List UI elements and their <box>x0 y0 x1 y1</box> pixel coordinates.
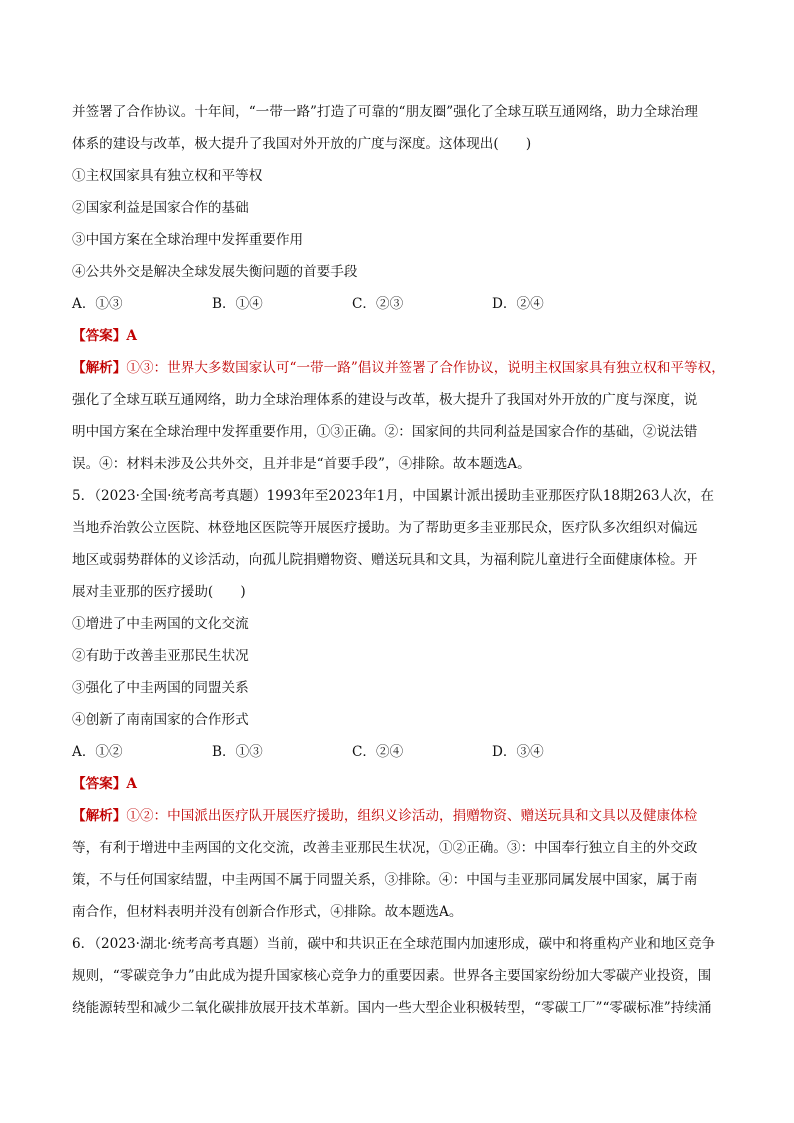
q5-answer <box>72 768 726 800</box>
q5-stem-line: 当地乔治敦公立医院、林登地区医院等开展医疗援助。为了帮助更多圭亚那民众，医疗队多次组织对偏远 <box>72 520 698 536</box>
q5-option-b: B．①③ <box>212 744 263 760</box>
q4-stem-line: 并签署了合作协议。十年间，“一带一路”打造了可靠的“朋友圈”强化了全球互联互通网络，助力全球治理 <box>72 104 698 120</box>
document-page <box>72 96 726 1024</box>
q6-stem-line: 6．（2023·湖北·统考高考真题）当前，碳中和共识正在全球范围内加速形成，碳中和将重构产业和地区竞争 <box>72 936 716 952</box>
q5-options <box>72 736 726 768</box>
answer-label: 【答案】 <box>72 776 127 792</box>
q6-stem-line: 规则，“零碳竞争力”由此成为提升国家核心竞争力的重要因素。世界各主要国家纷纷加大零碳产业投资，围 <box>72 968 712 984</box>
question-6 <box>72 928 726 1024</box>
analysis-line: 南合作，但材料表明并没有创新合作形式，④排除。故本题选A。 <box>72 904 463 920</box>
q5-stem-line: 地区或弱势群体的义诊活动，向孤儿院捐赠物资、赠送玩具和文具，为福利院儿童进行全面健康体检。开 <box>72 552 698 568</box>
q5-option-d: D．③④ <box>492 744 544 760</box>
question-4 <box>72 96 726 480</box>
q4-item: ②国家利益是国家合作的基础 <box>72 200 249 216</box>
q4-stem-line: 体系的建设与改革，极大提升了我国对外开放的广度与深度。这体现出( ) <box>72 136 532 152</box>
q4-item: ①主权国家具有独立权和平等权 <box>72 168 263 184</box>
q4-item: ③中国方案在全球治理中发挥重要作用 <box>72 232 304 248</box>
q4-option-c: C．②③ <box>352 296 404 312</box>
analysis-label: 【解析】 <box>72 360 127 376</box>
question-5 <box>72 480 726 928</box>
q4-answer <box>72 320 726 352</box>
analysis-line: 强化了全球互联互通网络，助力全球治理体系的建设与改革，极大提升了我国对外开放的广度与深度，说 <box>72 392 698 408</box>
q5-stem-line: 展对圭亚那的医疗援助( ) <box>72 584 246 600</box>
q5-option-a: A．①② <box>72 744 123 760</box>
analysis-line: 策，不与任何国家结盟，中圭两国不属于同盟关系，③排除。④：中国与圭亚那同属发展中国家，属于南 <box>72 872 698 888</box>
analysis-line: ①②：中国派出医疗队开展医疗援助，组织义诊活动，捐赠物资、赠送玩具和文具以及健康体检 <box>126 808 698 824</box>
analysis-line: 等，有利于增进中圭两国的文化交流，改善圭亚那民生状况，①②正确。③：中国奉行独立自主的外交政 <box>72 840 698 856</box>
q4-analysis <box>72 352 726 480</box>
q4-option-a: A．①③ <box>72 296 123 312</box>
q4-item: ④公共外交是解决全球发展失衡问题的首要手段 <box>72 264 358 280</box>
analysis-line: 误。④：材料未涉及公共外交，且并非是“首要手段”，④排除。故本题选A。 <box>72 456 531 472</box>
q5-item: ③强化了中圭两国的同盟关系 <box>72 680 249 696</box>
q4-options <box>72 288 726 320</box>
analysis-line: ①③：世界大多数国家认可“一带一路”倡议并签署了合作协议，说明主权国家具有独立权和平等权， <box>126 360 725 376</box>
q5-item: ①增进了中圭两国的文化交流 <box>72 616 249 632</box>
q4-option-d: D．②④ <box>492 296 544 312</box>
answer-value: A <box>126 776 137 792</box>
q5-option-c: C．②④ <box>352 744 404 760</box>
q6-stem-line: 绕能源转型和减少二氧化碳排放展开技术革新。国内一些大型企业积极转型，“零碳工厂”“零碳标准”持续涌 <box>72 1000 712 1016</box>
q5-stem-line: 5．（2023·全国·统考高考真题）1993年至2023年1月，中国累计派出援助圭亚那医疗队18期263人次，在 <box>72 488 714 504</box>
answer-value: A <box>126 328 137 344</box>
q5-item: ④创新了南南国家的合作形式 <box>72 712 249 728</box>
q4-option-b: B．①④ <box>212 296 263 312</box>
q5-analysis <box>72 800 726 928</box>
analysis-label: 【解析】 <box>72 808 127 824</box>
q5-item: ②有助于改善圭亚那民生状况 <box>72 648 249 664</box>
answer-label: 【答案】 <box>72 328 127 344</box>
analysis-line: 明中国方案在全球治理中发挥重要作用，①③正确。②：国家间的共同利益是国家合作的基础，②说法错 <box>72 424 698 440</box>
